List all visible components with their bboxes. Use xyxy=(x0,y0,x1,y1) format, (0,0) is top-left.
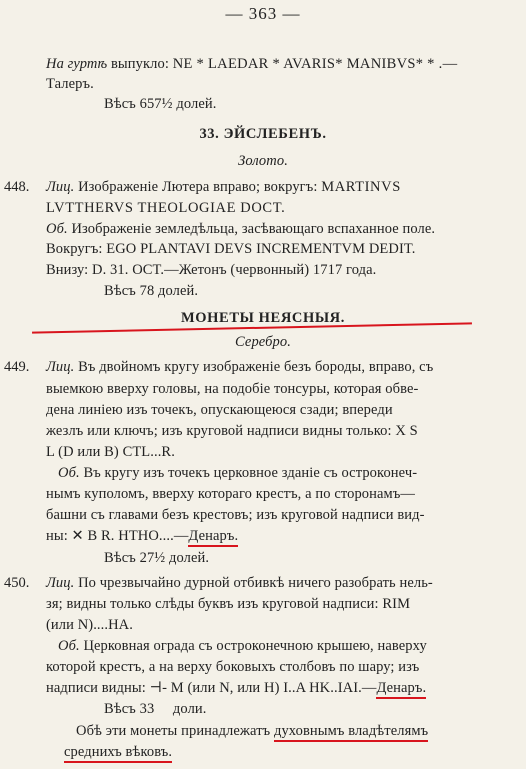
entry-449-line-9: ны: ✕ B R. HTHO....—Денаръ. xyxy=(46,527,238,545)
entry-449-line-8: башни съ главами безъ крестовъ; изъ круговой надписи вид- xyxy=(46,507,425,523)
entry-448-line-2: LVTTHERVS THEOLOGIAE DOCT. xyxy=(46,200,286,216)
entry-450-weight: Вѣсъ 33 доли. xyxy=(104,701,207,717)
entry-number-449: 449. xyxy=(4,359,30,375)
entry-number-450: 450. xyxy=(4,575,30,591)
metal-silver-heading: Серебро. xyxy=(235,334,291,350)
entry-448-line-5: Внизу: D. 31. OCT.—Жетонъ (червонный) 1717 года. xyxy=(46,262,377,278)
denarius-highlight-450: Денаръ. xyxy=(376,680,426,699)
section-heading-eisleben: 33. ЭЙСЛЕБЕНЪ. xyxy=(199,126,327,142)
entry-448-weight: Вѣсъ 78 долей. xyxy=(104,283,199,299)
entry-450-line-4: Об. Церковная ограда съ остроконечною крышею, наверху xyxy=(58,638,427,654)
section-heading-unclear-coins: МОНЕТЫ НЕЯСНЫЯ. xyxy=(181,310,345,326)
closing-note-line-1: Обѣ эти монеты принадлежатъ духовнымъ владѣтелямъ xyxy=(76,722,428,740)
entry-450-line-3: (или N)....HA. xyxy=(46,617,133,633)
closing-note-line-2 xyxy=(64,743,172,761)
entry-450-line-2: зя; видны только слѣды буквъ изъ круговой надписи: RIM xyxy=(46,596,411,612)
entry-450-line-6: надписи видны: ⊣- M (или N, или H) I..A HK..IAI.—Денаръ. xyxy=(46,679,426,697)
metal-gold-heading: Золото. xyxy=(238,153,288,169)
entry-number-448: 448. xyxy=(4,179,30,195)
entry-450-line-5: которой крестъ, а на верху боковыхъ столбовъ по шару; изъ xyxy=(46,659,420,675)
entry-448-line-1: Лиц. Изображеніе Лютера вправо; вокругъ: MARTINVS xyxy=(46,179,401,195)
entry-449-line-4: жезлъ или ключъ; изъ круговой надписи видны только: X S xyxy=(46,423,418,439)
page-number: — 363 — xyxy=(225,4,301,23)
entry-449-line-5: L (D или B) CTL...R. xyxy=(46,444,175,460)
edge-legend: NE * LAEDAR * AVARIS* MANIBVS* * .— xyxy=(172,56,458,72)
edge-label: На гуртѣ xyxy=(46,56,108,72)
spiritual-rulers-highlight: духовнымъ владѣтелямъ xyxy=(274,723,428,742)
entry-450-line-1: Лиц. По чрезвычайно дурной отбивкѣ ничего разобрать нель- xyxy=(46,575,433,591)
entry-448-line-3: Об. Изображеніе земледѣльца, засѣвающаго вспаханное поле. xyxy=(46,221,436,237)
entry-449-weight: Вѣсъ 27½ долей. xyxy=(104,550,210,566)
middle-ages-highlight: среднихъ вѣковъ. xyxy=(64,744,172,763)
denarius-highlight-449: Денаръ. xyxy=(188,528,238,547)
entry-449-line-7: нымъ куполомъ, вверху котораго крестъ, а по сторонамъ— xyxy=(46,486,416,502)
entry-449-line-6: Об. Въ кругу изъ точекъ церковное зданіе съ остроконеч- xyxy=(58,465,418,481)
denomination-line: Талеръ. xyxy=(46,76,94,92)
entry-448-line-4: Вокругъ: EGO PLANTAVI DEVS INCREMENTVM DEDIT. xyxy=(46,241,416,257)
weight-line: Вѣсъ 657½ долей. xyxy=(104,96,217,112)
entry-449-line-1: Лиц. Въ двойномъ кругу изображеніе безъ бороды, вправо, съ xyxy=(46,359,434,375)
edge-inscription-line: На гуртѣ выпукло: NE * LAEDAR * AVARIS* MANIBVS* * .— xyxy=(46,56,458,72)
entry-449-line-2: выемкою вверху головы, на подобіе тонсуры, которая обве- xyxy=(46,381,419,397)
entry-449-line-3: дена линіею изъ точекъ, опускающеюся сзади; впереди xyxy=(46,402,393,418)
